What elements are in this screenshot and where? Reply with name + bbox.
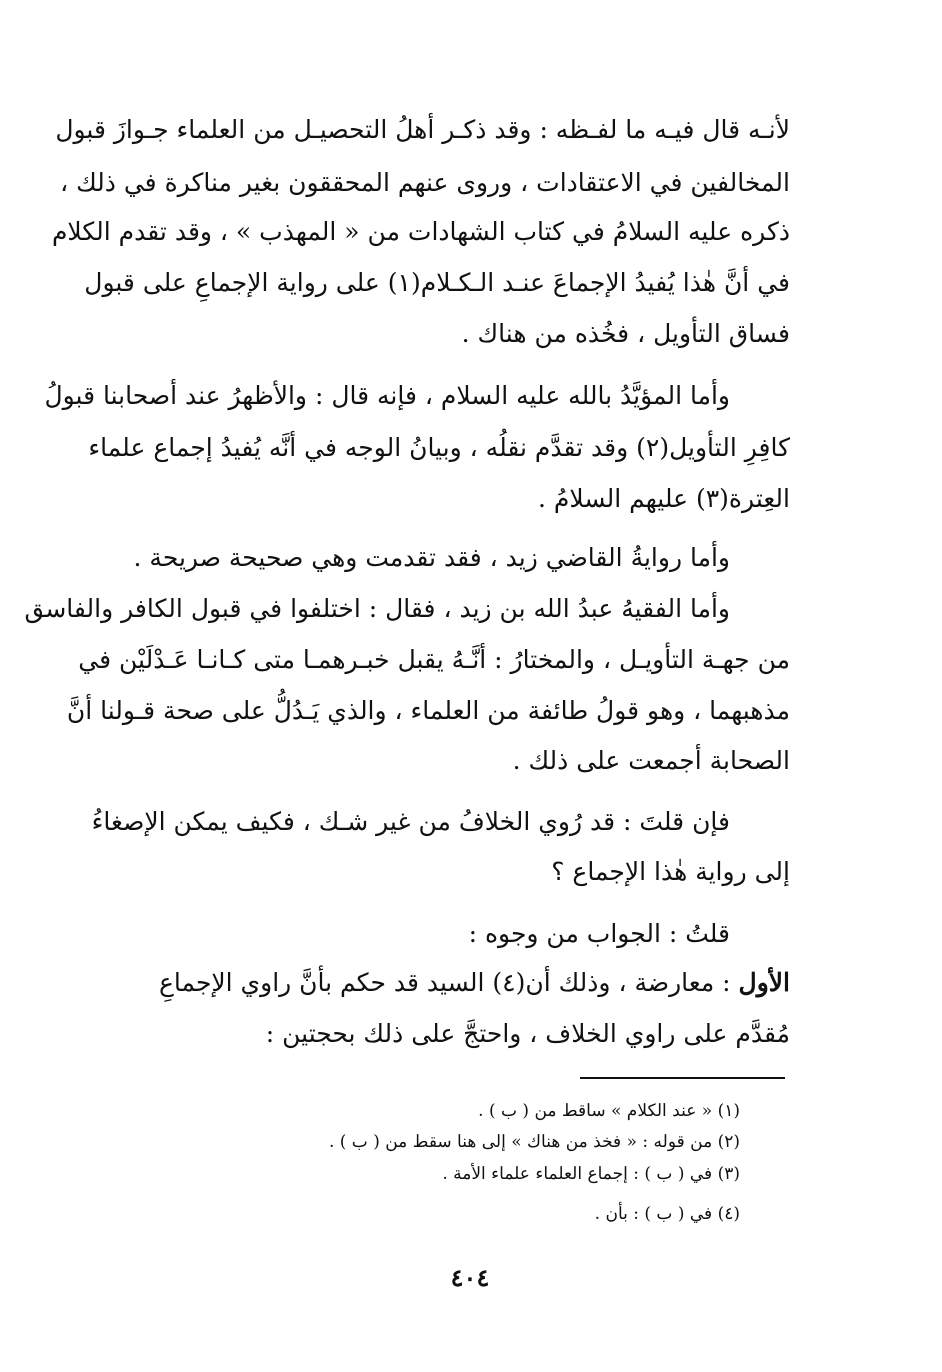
paragraph-2-line-2: كافِرِ التأويل(٢) وقد تقدَّم نقلُه ، وبيانُ الوجه في أنَّه يُفيدُ إجماع علماء (88, 433, 790, 462)
paragraph-3-line-1: وأما روايةُ القاضي زيد ، فقد تقدمت وهي صحيحة صريحة . (133, 543, 730, 572)
footnote-separator (580, 1077, 785, 1079)
paragraph-4-line-1: وأما الفقيهُ عبدُ الله بن زيد ، فقال : اختلفوا في قبول الكافر والفاسق (24, 594, 730, 623)
paragraph-1-line-3: ذكره عليه السلامُ في كتاب الشهادات من « المهذب » ، وقد تقدم الكلام (51, 217, 790, 246)
paragraph-5-line-2: إلى رواية هٰذا الإجماع ؟ (551, 857, 790, 886)
paragraph-1-line-1: لأنـه قال فيـه ما لفـظه : وقد ذكـر أهلُ التحصيـل من العلماء جـوازَ قبول (55, 115, 790, 144)
paragraph-7-line-1 (130, 964, 790, 1002)
footnote-3: (٣) في ( ب ) : إجماع العلماء علماء الأمة . (442, 1164, 740, 1184)
paragraph-1-line-4: في أنَّ هٰذا يُفيدُ الإجماعَ عنـد الـكـلام(١) على رواية الإجماعِ على قبول (84, 268, 790, 297)
paragraph-5-line-1: فإن قلتَ : قد رُوي الخلافُ من غير شـك ، فكيف يمكن الإصغاءُ (91, 807, 730, 836)
paragraph-4-line-4: الصحابة أجمعت على ذلك . (512, 746, 790, 775)
paragraph-1-line-2: المخالفين في الاعتقادات ، وروى عنهم المحققون بغير مناكرة في ذلك ، (60, 168, 790, 197)
paragraph-7-line-2: مُقدَّم على راوي الخلاف ، واحتجَّ على ذلك بحجتين : (265, 1019, 790, 1048)
footnote-4: (٤) في ( ب ) : بأن . (594, 1204, 740, 1224)
paragraph-2-line-3: العِترة(٣) عليهم السلامُ . (538, 484, 790, 513)
paragraph-7-line-1-text: : معارضة ، وذلك أن(٤) السيد قد حكم بأنَّ راوي الإجماعِ (158, 968, 739, 997)
paragraph-2-line-1: وأما المؤيَّدُ بالله عليه السلام ، فإنه قال : والأظهرُ عند أصحابنا قبولُ (44, 381, 730, 410)
footnote-1: (١) « عند الكلام » ساقط من ( ب ) . (478, 1101, 740, 1121)
paragraph-7-lead: الأول (738, 968, 790, 997)
footnote-2: (٢) من قوله : « فخذ من هناك » إلى هنا سقط من ( ب ) . (328, 1132, 740, 1152)
page-number: ٤٠٤ (450, 1263, 490, 1292)
paragraph-4-line-2: من جهـة التأويـل ، والمختارُ : أنَّـهُ يقبل خبـرهمـا متى كـانـا عَـدْلَيْن في (78, 645, 790, 674)
paragraph-1-line-5: فساق التأويل ، فخُذه من هناك . (461, 319, 790, 348)
paragraph-6-line-1: قلتُ : الجواب من وجوه : (468, 919, 730, 948)
paragraph-4-line-3: مذهبهما ، وهو قولُ طائفة من العلماء ، والذي يَـدُلُّ على صحة قـولنا أنَّ (66, 696, 790, 725)
